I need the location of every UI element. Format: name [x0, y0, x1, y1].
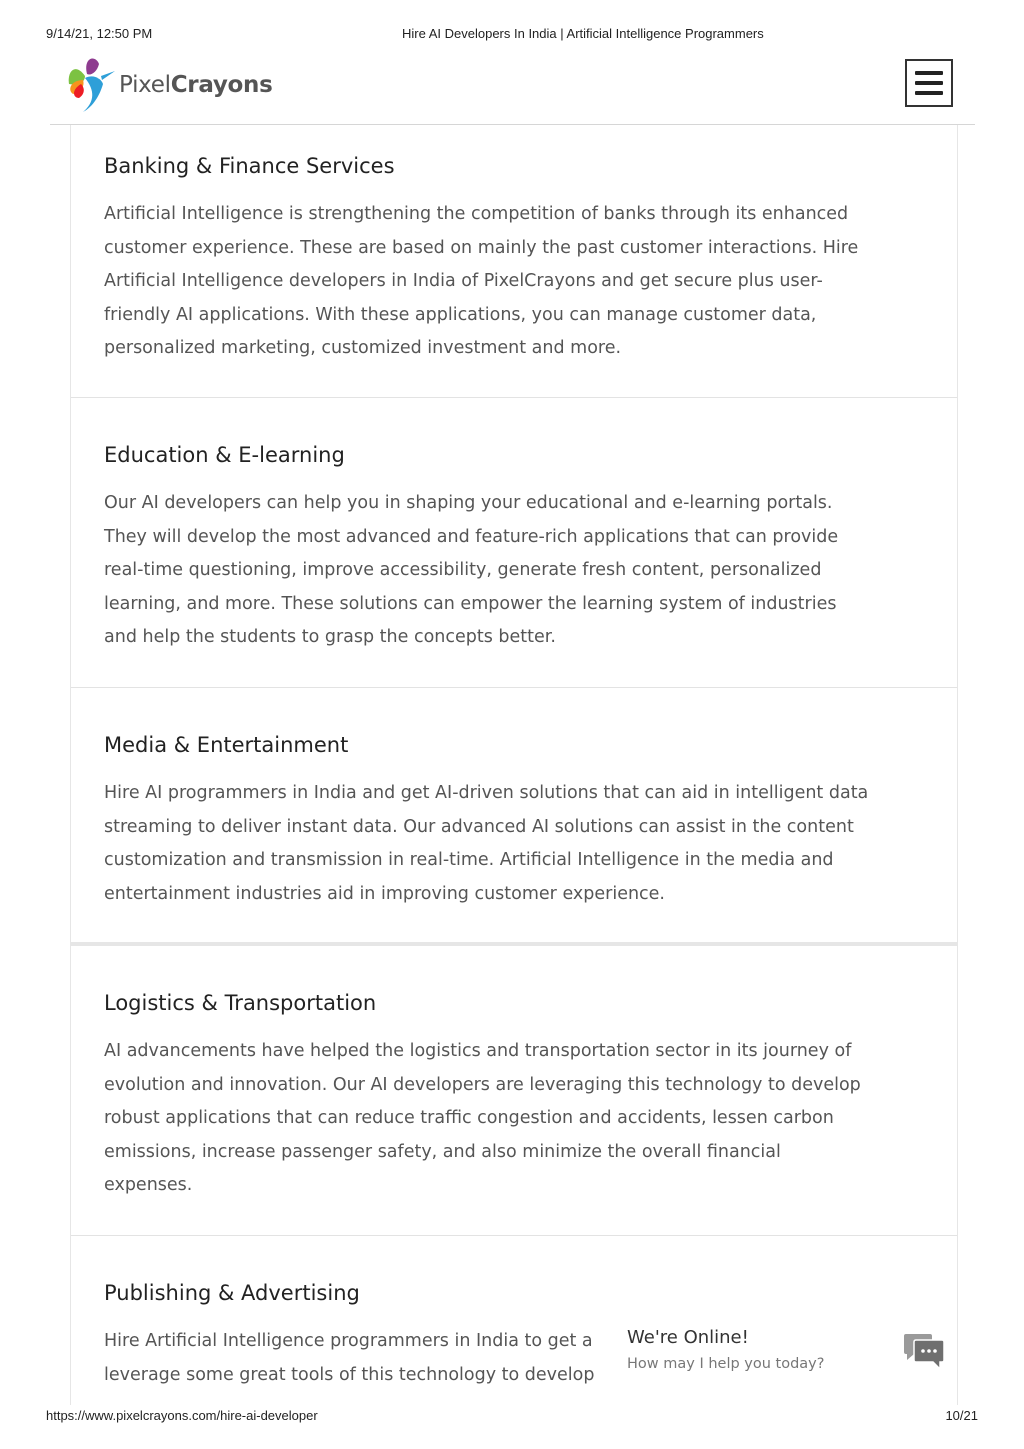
industry-description: Hire Artificial Intelligence programmers in India to get a leverage some great tools of this technology to develop [104, 1331, 595, 1385]
site-header [50, 50, 975, 125]
chat-widget[interactable] [612, 1322, 957, 1392]
industry-card-education [71, 398, 957, 688]
industries-list [70, 125, 958, 1405]
industry-title: Logistics & Transportation [104, 991, 377, 1015]
industry-card-logistics [71, 946, 957, 1236]
chat-title: We're Online! [627, 1327, 749, 1348]
hamburger-menu-button[interactable] [905, 59, 953, 107]
chat-subtitle: How may I help you today? [627, 1356, 825, 1372]
logo-text: PixelCrayons [119, 72, 273, 98]
industry-title: Publishing & Advertising [104, 1281, 360, 1305]
industry-card-banking [71, 125, 957, 398]
industry-description: AI advancements have helped the logistics and transportation sector in its journey of evolution and innovation. Our AI developers are leveraging this technology to develop robust applications that can reduce traffic congestion and accidents, lessen carbon emissions, increase passenger safety, and also minimize the overall financial expenses. [104, 1041, 861, 1196]
print-footer [0, 1408, 1024, 1432]
print-date: 9/14/21, 12:50 PM [46, 26, 153, 41]
industry-title: Media & Entertainment [104, 733, 349, 757]
print-page-number: 10/21 [945, 1408, 978, 1423]
hummingbird-logo-icon [65, 54, 117, 116]
industry-description: Hire AI programmers in India and get AI-driven solutions that can aid in intelligent data streaming to deliver instant data. Our advanced AI solutions can assist in the content customization and transmission in real-time. Artificial Intelligence in the media and entertainment industries aid in improving customer experience. [104, 783, 869, 904]
chat-bubbles-icon[interactable] [902, 1332, 946, 1372]
hamburger-menu-icon [915, 71, 943, 75]
industry-title: Education & E-learning [104, 443, 345, 467]
industry-title: Banking & Finance Services [104, 154, 395, 178]
industry-description: Artificial Intelligence is strengthening the competition of banks through its enhanced customer experience. These are based on mainly the past customer interactions. Hire Artificial Intelligence developers in India of PixelCrayons and get secure plus user-friendly AI applications. With these applications, you can manage customer data, personalized marketing, customized investment and more. [104, 204, 859, 359]
industry-description: Our AI developers can help you in shaping your educational and e-learning portals. They will develop the most advanced and feature-rich applications that can provide real-time questioning, improve accessibility, generate fresh content, personalized learning, and more. These solutions can empower the learning system of industries and help the students to grasp the concepts better. [104, 493, 839, 648]
print-url: https://www.pixelcrayons.com/hire-ai-developer [46, 1408, 318, 1423]
print-title: Hire AI Developers In India | Artificial Intelligence Programmers [402, 26, 764, 41]
site-logo[interactable] [65, 54, 273, 116]
industry-card-media [71, 688, 957, 946]
print-header [0, 0, 1024, 40]
